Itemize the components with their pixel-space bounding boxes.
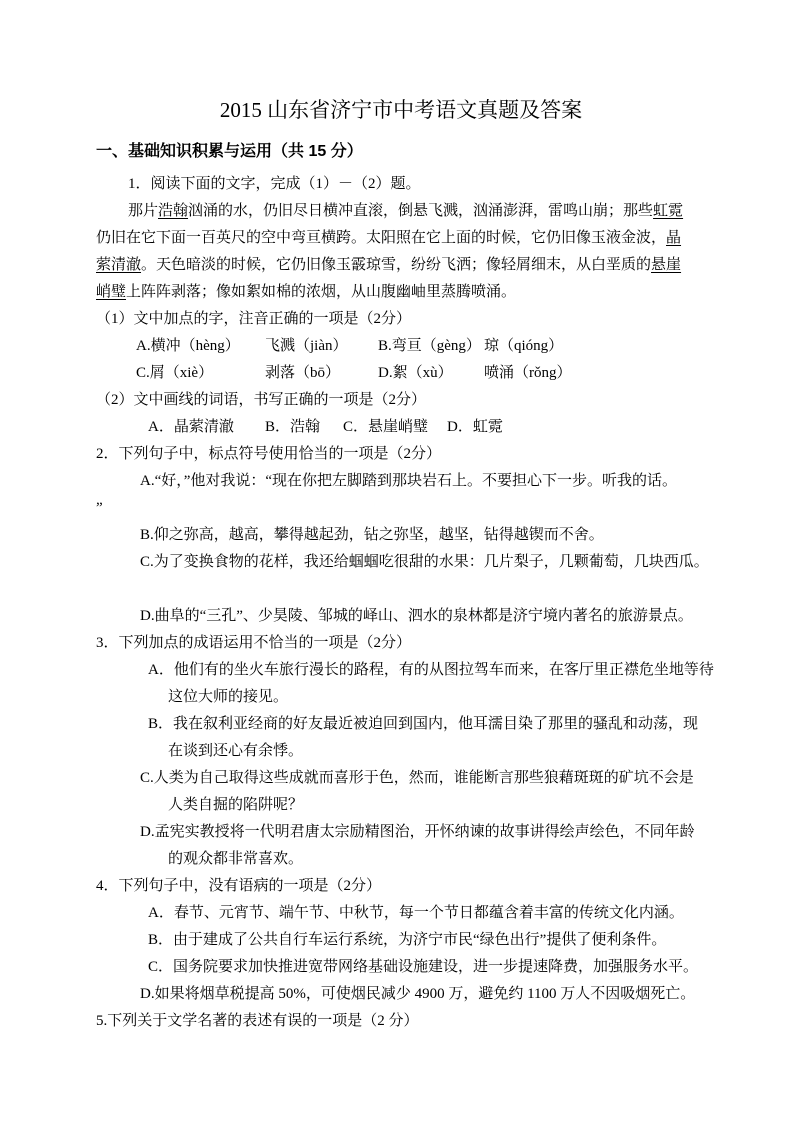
option-c-pinyin: C.屑（xiè） <box>136 365 214 381</box>
passage-line-4 <box>96 279 706 306</box>
q4-stem: 4．下列句子中，没有语病的一项是（2分） <box>96 878 382 894</box>
q2-option-b: B.仰之弥高，越高，攀得越起劲，钻之弥坚，越坚，钻得越锲而不舍。 <box>140 527 604 543</box>
option-a2-pinyin: 飞溅（jiàn） <box>265 338 348 354</box>
doc-title: 2015 山东省济宁市中考语文真题及答案 <box>219 98 583 122</box>
q2-option-d: D.曲阜的“三孔”、少昊陵、邹城的峄山、泗水的泉林都是济宁境内著名的旅游景点。 <box>140 608 693 624</box>
q2-option-a-line1: A.“好，”他对我说：“现在你把左脚踏到那块岩石上。不要担心下一步。听我的话。 <box>140 473 678 489</box>
underlined-word-qiaobi: 峭璧 <box>96 284 127 300</box>
underlined-word-jing: 晶 <box>666 230 682 246</box>
option-d: D．虹霓 <box>447 419 503 435</box>
underlined-word-yingqingche: 萦清澈 <box>96 257 142 273</box>
passage-line-3 <box>96 252 706 279</box>
q4-option-a: A．春节、元宵节、端午节、中秋节，每一个节日都蕴含着丰富的传统文化内涵。 <box>148 905 684 921</box>
underlined-word-haohan: 浩翰 <box>158 203 189 219</box>
q3-option-c-line2: 人类自掘的陷阱呢？ <box>168 797 304 813</box>
q1-sub1-stem: （1）文中加点的字，注音正确的一项是（2分） <box>96 311 412 327</box>
passage-text: 仍旧在它下面一百英尺的空中弯亘横跨。太阳照在它上面的时候，它仍旧像玉液金波， <box>96 230 667 246</box>
q4-option-b: B．由于建成了公共自行车运行系统，为济宁市民“绿色出行”提供了便利条件。 <box>148 932 667 948</box>
q1-sub1-options-row2 <box>96 360 706 387</box>
underlined-word-xuanya: 悬崖 <box>651 257 682 273</box>
blank-line <box>96 576 706 603</box>
option-b-pinyin: B.弯亘（gèng） <box>378 338 481 354</box>
q3-option-c-line1: C.人类为自己取得这些成就而喜形于色，然而，谁能断言那些狼藉斑斑的矿坑不会是 <box>140 770 694 786</box>
passage-line-1 <box>96 198 706 225</box>
underlined-word-hongni: 虹霓 <box>653 203 684 219</box>
q1-sub2-stem: （2）文中画线的词语，书写正确的一项是（2分） <box>96 392 427 408</box>
q3-option-a-line2: 这位大师的接见。 <box>168 689 289 705</box>
q2-option-c: C.为了变换食物的花样，我还给蝈蝈吃很甜的水果：几片梨子，几颗葡萄，几块西瓜。 <box>140 554 709 570</box>
q3-option-b-line1: B．我在叙利亚经商的好友最近被迫回到国内，他耳濡目染了那里的骚乱和动荡，现 <box>148 716 699 732</box>
option-b2-pinyin: 琼（qióng） <box>484 338 564 354</box>
passage-text: 。天色暗淡的时候，它仍旧像玉霰琼雪，纷纷飞洒；像轻屑细末，从白垩质的 <box>141 257 652 273</box>
option-c2-pinyin: 剥落（bō） <box>265 365 341 381</box>
passage-line-2 <box>96 225 706 252</box>
q3-option-d-line1: D.孟宪实教授将一代明君唐太宗励精图治，开怀纳谏的故事讲得绘声绘色，不同年龄 <box>140 824 695 840</box>
q1-sub1-options-row1 <box>96 333 706 360</box>
q2-option-a-line2: ” <box>96 500 103 516</box>
option-b: B．浩翰 <box>265 419 321 435</box>
q3-option-a-line1: A．他们有的坐火车旅行漫长的路程，有的从图拉驾车而来，在客厅里正襟危坐地等待 <box>148 662 714 678</box>
passage-text: 汹涌的水，仍旧尽日横冲直滚，倒悬飞溅，汹涌澎湃，雷鸣山崩；那些 <box>188 203 654 219</box>
section-heading: 一、基础知识积累与运用（共 15 分） <box>96 143 363 160</box>
q4-option-d: D.如果将烟草税提高 50%，可使烟民减少 4900 万，避免约 1100 万人不因吸烟死亡。 <box>140 986 696 1002</box>
q5-stem: 5.下列关于文学名著的表述有误的一项是（2 分） <box>96 1013 419 1029</box>
q1-sub2-options-row <box>96 414 706 441</box>
option-d2-pinyin: 喷涌（rǒng） <box>484 365 572 381</box>
q3-option-b-line2: 在谈到还心有余悸。 <box>168 743 304 759</box>
option-c: C．悬崖峭璧 <box>343 419 429 435</box>
q3-stem: 3．下列加点的成语运用不恰当的一项是（2分） <box>96 635 412 651</box>
q1-intro: 1．阅读下面的文字，完成（1）－（2）题。 <box>128 176 421 192</box>
passage-text: 上阵阵剥落；像如絮如棉的浓烟，从山腹幽岫里蒸腾喷涌。 <box>126 284 517 300</box>
option-a: A．晶萦清澈 <box>148 419 234 435</box>
option-a-pinyin: A.横冲（hèng） <box>136 338 240 354</box>
q2-stem: 2．下列句子中，标点符号使用恰当的一项是（2分） <box>96 446 442 462</box>
option-d-pinyin: D.絮（xù） <box>378 365 453 381</box>
q3-option-d-line2: 的观众都非常喜欢。 <box>168 851 304 867</box>
q4-option-c: C．国务院要求加快推进宽带网络基础设施建设，进一步提速降费，加强服务水平。 <box>148 959 699 975</box>
passage-text: 那片 <box>128 203 159 219</box>
